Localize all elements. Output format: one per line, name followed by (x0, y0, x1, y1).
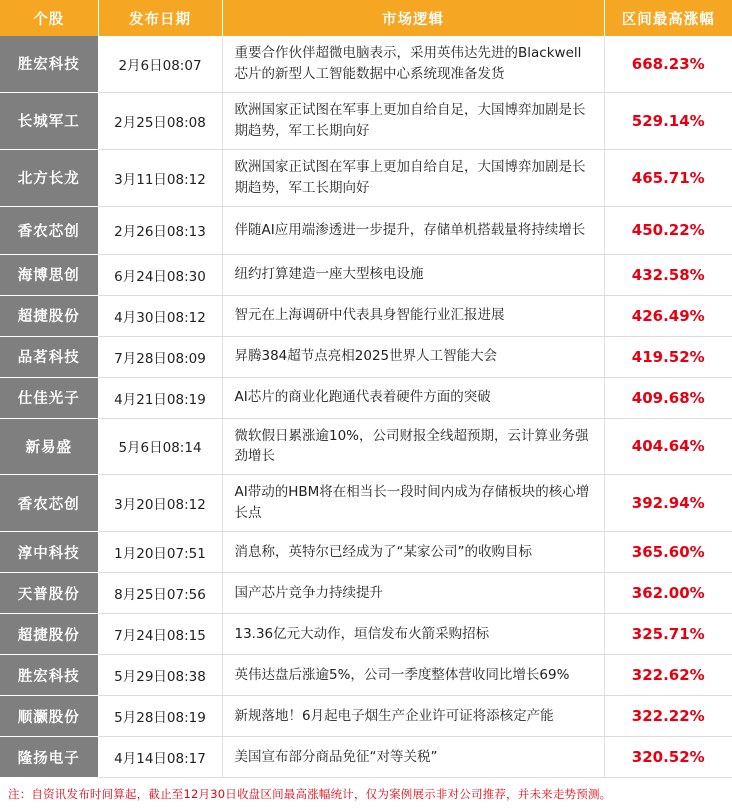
cell-max-gain: 426.49% (604, 295, 732, 336)
cell-publish-date: 7月24日08:15 (98, 614, 222, 655)
cell-market-logic: 英伟达盘后涨逾5%，公司一季度整体营收同比增长69% (222, 655, 604, 696)
cell-stock-name: 长城军工 (0, 92, 98, 149)
cell-stock-name: 新易盛 (0, 418, 98, 475)
cell-max-gain: 392.94% (604, 475, 732, 532)
cell-publish-date: 7月28日08:09 (98, 336, 222, 377)
cell-stock-name: 隆扬电子 (0, 737, 98, 778)
cell-publish-date: 5月6日08:14 (98, 418, 222, 475)
cell-max-gain: 322.22% (604, 696, 732, 737)
footnote: 注：自资讯发布时间算起，截止至12月30日收盘区间最高涨幅统计，仅为案例展示非对公司推荐，并未来走势预测。 (8, 787, 612, 802)
cell-max-gain: 365.60% (604, 532, 732, 573)
table-row (0, 336, 732, 377)
table-row (0, 92, 732, 149)
table-row (0, 206, 732, 254)
cell-max-gain: 450.22% (604, 206, 732, 254)
cell-stock-name: 香农芯创 (0, 206, 98, 254)
column-header-stock: 个股 (0, 0, 98, 36)
cell-stock-name: 海博思创 (0, 254, 98, 295)
cell-market-logic: 美国宣布部分商品免征“对等关税” (222, 737, 604, 778)
cell-stock-name: 顺灏股份 (0, 696, 98, 737)
cell-market-logic: 微软假日累涨逾10%，公司财报全线超预期，云计算业务强劲增长 (222, 418, 604, 475)
cell-stock-name: 香农芯创 (0, 475, 98, 532)
table-row (0, 475, 732, 532)
table-row (0, 254, 732, 295)
cell-max-gain: 465.71% (604, 149, 732, 206)
cell-market-logic: AI芯片的商业化跑通代表着硬件方面的突破 (222, 377, 604, 418)
cell-market-logic: 欧洲国家正试图在军事上更加自给自足，大国博弈加剧是长期趋势，军工长期向好 (222, 92, 604, 149)
cell-max-gain: 362.00% (604, 573, 732, 614)
cell-publish-date: 6月24日08:30 (98, 254, 222, 295)
cell-max-gain: 409.68% (604, 377, 732, 418)
cell-publish-date: 2月26日08:13 (98, 206, 222, 254)
cell-stock-name: 北方长龙 (0, 149, 98, 206)
cell-stock-name: 淳中科技 (0, 532, 98, 573)
cell-publish-date: 4月21日08:19 (98, 377, 222, 418)
cell-publish-date: 2月6日08:07 (98, 36, 222, 92)
cell-publish-date: 5月29日08:38 (98, 655, 222, 696)
column-header-logic: 市场逻辑 (222, 0, 604, 36)
cell-publish-date: 1月20日07:51 (98, 532, 222, 573)
cell-market-logic: 消息称，英特尔已经成为了“某家公司”的收购目标 (222, 532, 604, 573)
cell-market-logic: 伴随AI应用端渗透进一步提升，存储单机搭载量将持续增长 (222, 206, 604, 254)
cell-stock-name: 超捷股份 (0, 614, 98, 655)
table-header (0, 0, 732, 36)
cell-market-logic: 智元在上海调研中代表具身智能行业汇报进展 (222, 295, 604, 336)
cell-max-gain: 404.64% (604, 418, 732, 475)
cell-stock-name: 胜宏科技 (0, 655, 98, 696)
cell-max-gain: 419.52% (604, 336, 732, 377)
cell-max-gain: 529.14% (604, 92, 732, 149)
cell-max-gain: 320.52% (604, 737, 732, 778)
table-row (0, 696, 732, 737)
table-row (0, 36, 732, 92)
table-row (0, 295, 732, 336)
cell-market-logic: 纽约打算建造一座大型核电设施 (222, 254, 604, 295)
cell-stock-name: 胜宏科技 (0, 36, 98, 92)
cell-stock-name: 品茗科技 (0, 336, 98, 377)
cell-stock-name: 仕佳光子 (0, 377, 98, 418)
cell-publish-date: 4月30日08:12 (98, 295, 222, 336)
table-row (0, 614, 732, 655)
table-row (0, 532, 732, 573)
cell-max-gain: 432.58% (604, 254, 732, 295)
table-header-row (0, 0, 732, 36)
cell-market-logic: AI带动的HBM将在相当长一段时间内成为存储板块的核心增长点 (222, 475, 604, 532)
cell-market-logic: 昇腾384超节点亮相2025世界人工智能大会 (222, 336, 604, 377)
cell-publish-date: 4月14日08:17 (98, 737, 222, 778)
cell-publish-date: 3月11日08:12 (98, 149, 222, 206)
cell-stock-name: 超捷股份 (0, 295, 98, 336)
cell-max-gain: 668.23% (604, 36, 732, 92)
cell-market-logic: 13.36亿元大动作，垣信发布火箭采购招标 (222, 614, 604, 655)
cell-publish-date: 8月25日07:56 (98, 573, 222, 614)
cell-max-gain: 325.71% (604, 614, 732, 655)
table-row (0, 149, 732, 206)
table-row (0, 573, 732, 614)
cell-market-logic: 欧洲国家正试图在军事上更加自给自足，大国博弈加剧是长期趋势，军工长期向好 (222, 149, 604, 206)
cell-market-logic: 国产芯片竞争力持续提升 (222, 573, 604, 614)
cell-publish-date: 5月28日08:19 (98, 696, 222, 737)
cell-market-logic: 新规落地！6月起电子烟生产企业许可证将添核定产能 (222, 696, 604, 737)
column-header-date: 发布日期 (98, 0, 222, 36)
cell-market-logic: 重要合作伙伴超微电脑表示，采用英伟达先进的Blackwell芯片的新型人工智能数据中心系统现准备发货 (222, 36, 604, 92)
column-header-gain: 区间最高涨幅 (604, 0, 732, 36)
cell-stock-name: 天普股份 (0, 573, 98, 614)
table-row (0, 418, 732, 475)
table-row (0, 737, 732, 778)
table-body (0, 36, 732, 778)
table-row (0, 377, 732, 418)
table-row (0, 655, 732, 696)
cell-publish-date: 3月20日08:12 (98, 475, 222, 532)
cell-publish-date: 2月25日08:08 (98, 92, 222, 149)
cell-max-gain: 322.62% (604, 655, 732, 696)
